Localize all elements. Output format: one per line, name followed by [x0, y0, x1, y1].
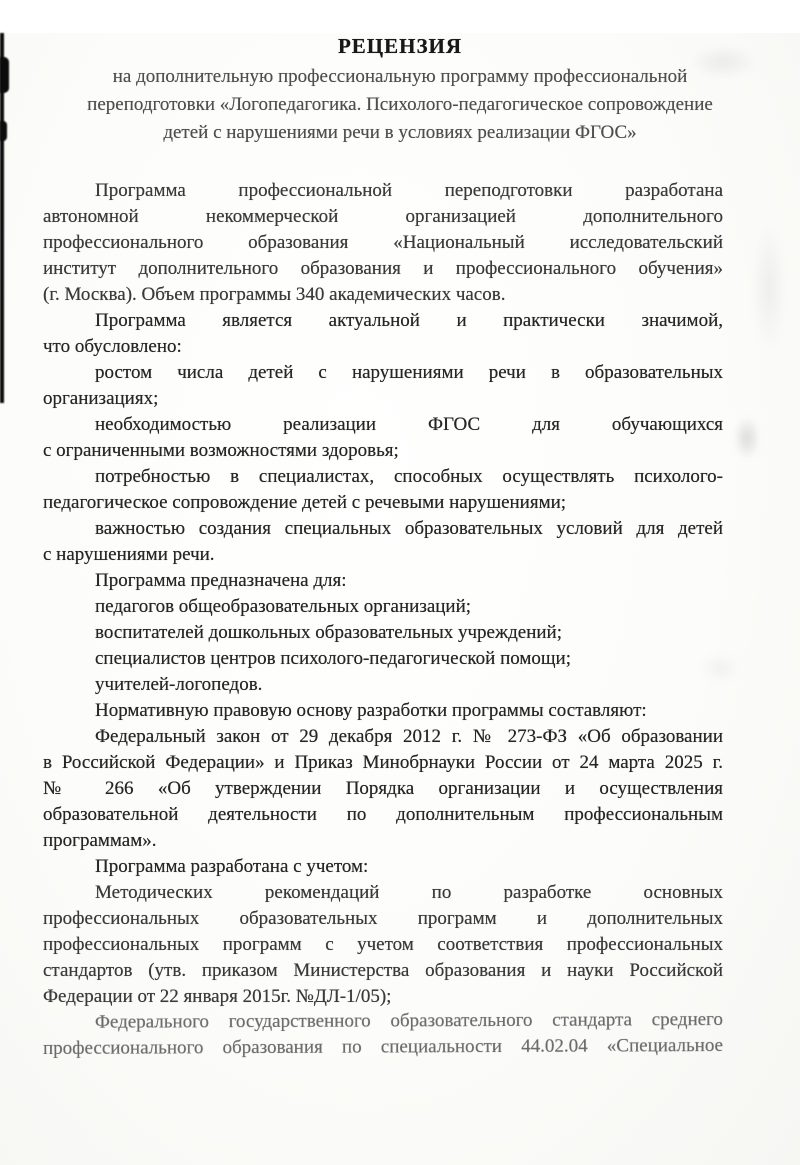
- item-kindergarten-teachers: [43, 620, 723, 646]
- text-line: учителей-логопедов.: [95, 674, 263, 695]
- text-line: программам».: [43, 830, 157, 851]
- item-center-specialists: [43, 646, 723, 672]
- para-program-relevance: [43, 308, 723, 360]
- item-special-conditions: [43, 516, 723, 568]
- para-federal-law: [43, 724, 723, 854]
- text-line: специалистов центров психолого-педагогической помощи;: [95, 648, 571, 669]
- document-body: [0, 178, 800, 1062]
- text-line: педагогическое сопровождение детей с речевыми нарушениями;: [43, 492, 567, 513]
- text-line: профессионального образования по специальности 44.02.04 «Специальное: [43, 1035, 724, 1059]
- para-legal-basis: [43, 698, 723, 724]
- item-specialists-need: [43, 464, 723, 516]
- subtitle-line: на дополнительную профессиональную программу профессиональной: [112, 66, 688, 87]
- text-line: что обусловлено:: [43, 336, 182, 357]
- text-line: Нормативную правовую основу разработки программы составляют:: [95, 700, 647, 721]
- text-line: Программа предназначена для:: [95, 570, 347, 591]
- scanned-document-page: [0, 33, 800, 1165]
- text-line: воспитателей дошкольных образовательных учреждений;: [95, 622, 562, 643]
- text-line: (г. Москва). Объем программы 340 академических часов.: [43, 284, 506, 305]
- text-line: организациях;: [43, 388, 159, 409]
- text-line: важностью создания специальных образовательных условий для детей: [95, 518, 723, 539]
- text-line: профессиональных программ с учетом соответствия профессиональных: [43, 934, 723, 955]
- text-line: необходимостью реализации ФГОС для обучающихся: [95, 414, 723, 435]
- text-line: педагогов общеобразовательных организаций;: [95, 596, 472, 617]
- subtitle-line: детей с нарушениями речи в условиях реализации ФГОС»: [163, 122, 637, 143]
- text-line: ростом числа детей с нарушениями речи в образовательных: [95, 362, 723, 383]
- text-line: институт дополнительного образования и профессионального обучения»: [43, 258, 723, 279]
- para-method-recommendations: [43, 880, 723, 1010]
- text-line: с нарушениями речи.: [43, 544, 215, 565]
- item-fgos-necessity: [43, 412, 723, 464]
- text-line: № 266 «Об утверждении Порядка организации и осуществления: [43, 778, 723, 799]
- para-fgos-spo: [43, 1007, 723, 1062]
- document-subtitle: [0, 63, 800, 147]
- para-developed-considering: [43, 854, 723, 880]
- text-line: с ограниченными возможностями здоровья;: [43, 440, 399, 461]
- text-line: Программа профессиональной переподготовки разработана: [95, 180, 723, 201]
- item-teachers: [43, 594, 723, 620]
- text-line: Методических рекомендаций по разработке основных: [95, 882, 723, 903]
- para-intended-for: [43, 568, 723, 594]
- text-line: Программа является актуальной и практически значимой,: [95, 310, 723, 331]
- text-line: Федеральный закон от 29 декабря 2012 г. № 273-ФЗ «Об образовании: [95, 726, 723, 747]
- text-line: Федерального государственного образовательного стандарта среднего: [94, 1009, 723, 1033]
- item-growth-children-speech: [43, 360, 723, 412]
- item-speech-therapists: [43, 672, 723, 698]
- subtitle-line: переподготовки «Логопедагогика. Психолого-педагогическое сопровождение: [87, 94, 713, 115]
- text-line: Программа разработана с учетом:: [95, 856, 369, 877]
- para-program-developed: [43, 178, 723, 308]
- text-line: стандартов (утв. приказом Министерства образования и науки Российской: [43, 960, 723, 981]
- text-line: потребностью в специалистах, способных осуществлять психолого-: [95, 466, 723, 487]
- text-line: профессионального образования «Национальный исследовательский: [43, 232, 723, 253]
- document-title: РЕЦЕНЗИЯ: [337, 34, 463, 58]
- text-line: образовательной деятельности по дополнительным профессиональным: [43, 804, 723, 825]
- text-line: профессиональных образовательных программ и дополнительных: [43, 908, 723, 929]
- text-line: Федерации от 22 января 2015г. №ДЛ-1/05);: [43, 986, 392, 1007]
- text-line: в Российской Федерации» и Приказ Минобрнауки России от 24 марта 2025 г.: [43, 752, 723, 773]
- document-heading: [0, 33, 800, 147]
- text-line: автономной некоммерческой организацией дополнительного: [43, 206, 723, 227]
